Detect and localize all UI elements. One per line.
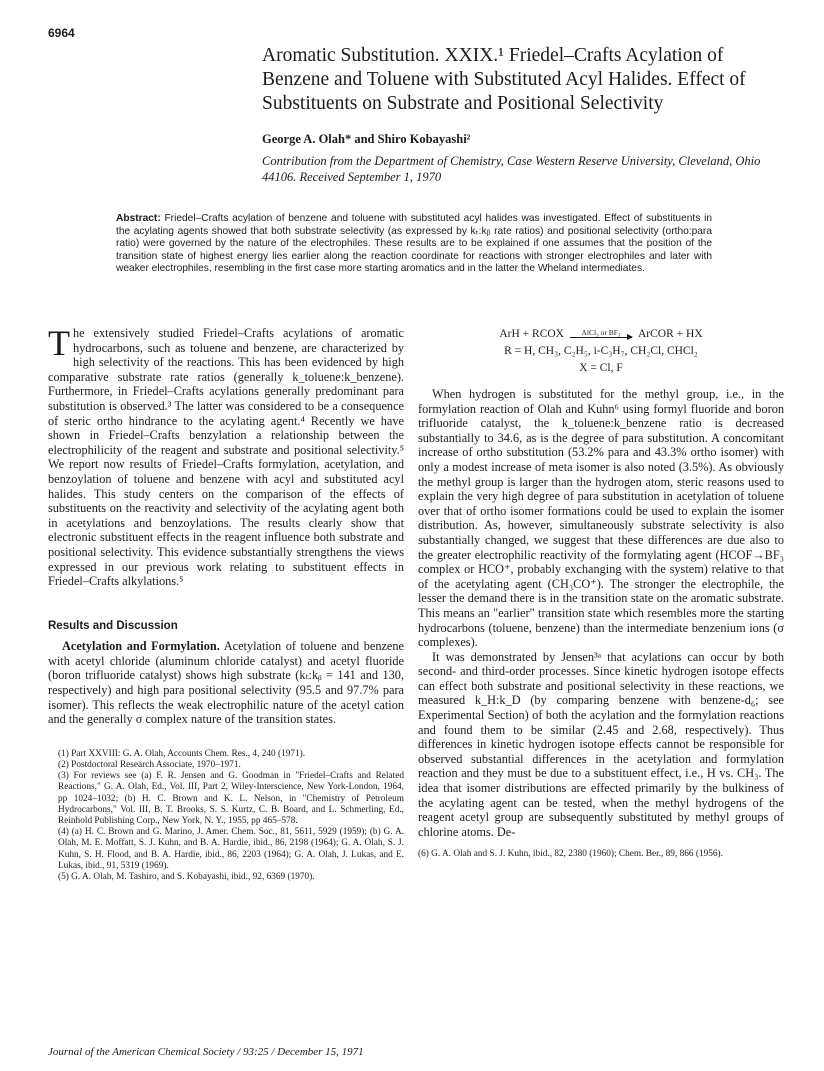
- footnote: (5) G. A. Olah, M. Tashiro, and S. Kobayashi, ibid., 92, 6369 (1970).: [58, 872, 315, 883]
- page-number: 6964: [48, 26, 75, 40]
- footnote: (2) Postdoctoral Research Associate, 1970–1971.: [58, 760, 241, 771]
- footnote: (6) G. A. Olah and S. J. Kuhn, ibid., 82, 2380 (1960); Chem. Ber., 89, 866 (1956).: [418, 849, 723, 860]
- journal-footer: Journal of the American Chemical Society / 93:25 / December 15, 1971: [48, 1046, 364, 1058]
- affiliation: Contribution from the Department of Chemistry, Case Western Reserve University, Cleveland, Ohio 44106. Received September 1, 1970: [262, 154, 761, 184]
- abstract-label: Abstract:: [116, 213, 161, 224]
- acetylation-paragraph: [48, 639, 404, 727]
- reaction-arrow: [570, 329, 632, 343]
- footnote: (4) (a) H. C. Brown and G. Marino, J. Amer. Chem. Soc., 81, 5611, 5929 (1959); (b) G. A. Olah, M. E. Moffatt, S. J. Kuhn, and B. A. Hardie, ibid., 86, 2198 (1964); G. A. Olah, S. J. Kuhn, S. H. Flood, and B. A. Hardie, ibid., 86, 2203 (1964); G. A. Olah, J. Lukas, and E. Lukas, ibid., 91, 5319 (1969).: [58, 827, 404, 871]
- left-column: [48, 323, 404, 883]
- catalyst-label: AlCl₃ or BF₃: [581, 328, 621, 337]
- reaction-equation: [418, 326, 784, 377]
- title-block: [262, 44, 782, 185]
- equation-r-line: R = H, CH₃, C₂H₅, i-C₃H₇, CH₂Cl, CHCl₂: [504, 345, 698, 357]
- section-heading: Results and Discussion: [48, 619, 178, 632]
- isotope-paragraph: It was demonstrated by Jensen³ᵃ that acylations can occur by both second- and third-order processes. Since kinetic hydrogen isotope effects can effect both substrate and positional selectivity in these reactions, we measured k_H:k_D (by comparing benzene with benzene-d₆; see Experimental Section) of both the acylation and the formylation reactions and found them to be similar (2.45 and 2.68, respectively). Thus differences in kinetic hydrogen isotope effects cannot be responsible for observed substantial differences in the acetylation and formylation reaction and they must be due to a substituent effect, i.e., H vs. CH₃. The idea that isomer distributions are effected primarily by the bulkiness of the acylating agent can be tested, when the methyl hydrogens of the reagent acetyl group are subsequently substituted by methyl groups of chlorine atoms. De-: [418, 649, 784, 839]
- equation-x-line: X = Cl, F: [579, 362, 623, 374]
- article-title: Aromatic Substitution. XXIX.¹ Friedel–Crafts Acylation of Benzene and Toluene with Substituted Acyl Halides. Effect of Substituents on Substrate and Positional Selectivity: [262, 45, 746, 114]
- footnote: (1) Part XXVIII: G. A. Olah, Accounts Chem. Res., 4, 240 (1971).: [58, 748, 306, 759]
- formylation-paragraph: When hydrogen is substituted for the methyl group, i.e., in the formylation reaction of Olah and Kuhn⁶ using formyl fluoride and boron trifluoride catalyst, the k_toluene:k_benzene ratio is decreased substantially to 34.6, as is the degree of para substitution. A concomitant increase of ortho substitution (53.2% para and 43.3% ortho isomer) with only a modest increase of meta isomer is also noted (3.5%). As obviously the methyl group is larger than the hydrogen atom, steric reasons used to explain the very high degree of para substitution in acetylation of toluene over that of ortho isomer formations could be used to explain the isomer distribution. As, however, simultaneously substrate selectivity is also substantially changed, we suggest that these differences are due also to the greater electrophilic reactivity of the formylating agent (HCOF→BF₃ complex or HCO⁺, probably exchanging with the system) relative to that of the acetylating agent (CH₃CO⁺). The stronger the electrophile, the lesser the demand there is in the transition state on the aromatic substrate. This means an "earlier" transition state which resembles more the starting hydrocarbons (toluene, benzene) than the intermediate benzenium ions (σ complexes).: [418, 387, 784, 650]
- footnotes: [48, 749, 404, 883]
- equation-line: [418, 326, 784, 343]
- drop-cap: T: [48, 323, 70, 363]
- intro-text: he extensively studied Friedel–Crafts acylations of aromatic hydrocarbons, such as toluene and benzene, are characterized by high selectivity of the reactions. This has been evidenced by high comparative substrate rate ratios (generally k_toluene:k_benzene). Furthermore, in Friedel–Crafts acylations generally predominant para substitution is observed.³ The latter was considered to be a consequence of steric ortho hindrance to the acylating agent.⁴ Recently we have shown in Friedel–Crafts benzylation a relationship between the electrophilicity of the reagent and substrate and positional selectivity.⁵ We report now results of Friedel–Crafts formylation, acetylation, and benzoylation of toluene and benzene with acyl and substituted acyl halides. This study centers on the comparison of the effects of substituents on the reactivity and selectivity of the acylating agent both in acetylations and benzoylations. The results clearly show that electronic substituent effects in the reagent influence both substrate and positional selectivity. This evidence substantially strengthens the views expressed in our previous work relating to substituent effects in Friedel–Crafts alkylations.⁵: [48, 326, 404, 589]
- intro-paragraph: [48, 323, 404, 589]
- equation-reactants: ArH + RCOX: [499, 328, 564, 340]
- acetylation-text: Acetylation of toluene and benzene with acetyl chloride (aluminum chloride catalyst) and acetyl fluoride (boron trifluoride catalyst) shows high substrate (kₜ:kᵦ = 141 and 130, respectively) and high para positional selectivity (95.5 and 97.7% para isomer). This reflects the weak electrophilic nature of the acetyl cation and the generally σ complex nature of the transition states.: [48, 639, 404, 727]
- equation-products: ArCOR + HX: [638, 328, 703, 340]
- right-column: [418, 326, 784, 861]
- abstract-text: Friedel–Crafts acylation of benzene and toluene with substituted acyl halides was investigated. Effect of substituents in the acylating agents showed that both substrate selectivity (as expressed by kₜ:kᵦ rate ratios) and positional selectivity (ortho:para ratio) were governed by the nature of the electrophiles. These results are to be explained if one assumes that the position of the transition state of highest energy lies earlier along the reaction coordinate for reactions with stronger electrophiles and later with weaker electrophiles, resembling in the first case more starting aromatics and in the latter the Wheland intermediates.: [116, 213, 712, 275]
- authors: George A. Olah* and Shiro Kobayashi²: [262, 132, 471, 146]
- subheading: Acetylation and Formylation.: [62, 639, 220, 654]
- arrow-icon: [570, 337, 632, 338]
- footnote: (3) For reviews see (a) F. R. Jensen and G. Goodman in "Friedel–Crafts and Related Reactions," G. A. Olah, Ed., Vol. III, Part 2, Wiley-Interscience, New York-London, 1964, pp 1024–1032; (b) H. C. Brown and K. L. Nelson, in "Chemistry of Petroleum Hydrocarbons," Vol. III, B. T. Brooks, S. S. Kurtz, C. B. Board, and L. Schmerling, Ed., Reinhold Publishing Corp., New York, N. Y., 1955, pp 465–578.: [58, 771, 404, 827]
- abstract: [116, 213, 712, 276]
